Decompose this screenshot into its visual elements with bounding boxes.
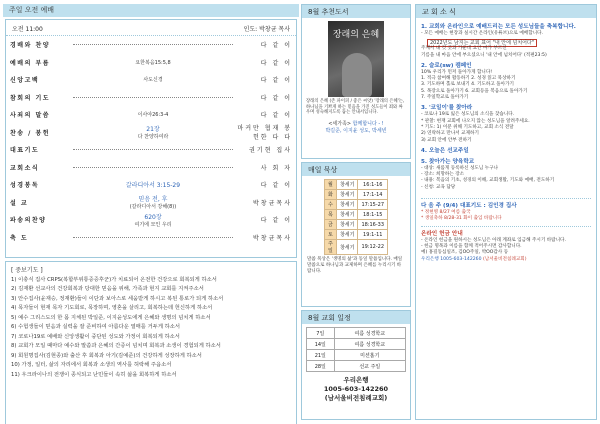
order-detail-main: 21장 bbox=[146, 126, 160, 134]
schedule-event: 여름 성경학교 bbox=[334, 339, 405, 350]
news-line: 기름을 내 마음 안에 부으셨으니 '내 안에 넘치어다' (적편23:5) bbox=[421, 52, 547, 58]
meditation-range: 18:1-15 bbox=[358, 210, 388, 220]
schedule-date: 14일 bbox=[307, 339, 335, 350]
order-row bbox=[6, 71, 296, 89]
prayer-item: 8) 교회가 모일 때마다 예수와 말씀과 은혜의 간증이 넘치며 회복과 소생이 경험되게 하소서 bbox=[11, 343, 221, 350]
book-header: 8월 추천도서 bbox=[302, 5, 410, 18]
offering-title: 온라인 헌금 안내 bbox=[421, 230, 463, 237]
divider bbox=[421, 198, 591, 199]
offering-bank-holder: (남서울비전침례교회) bbox=[483, 256, 527, 262]
news-header: 교 회 소 식 bbox=[416, 5, 596, 18]
schedule-table bbox=[306, 327, 406, 372]
book-info: 장래의 은혜 (존 파이퍼 / 좋은 씨앗) '장래의 은혜'는, 하나님을 기쁘게 하는 믿음을 가진 성도들이 죄와 싸우며 성숙해지도록 돕는 안내서입니다. bbox=[306, 99, 405, 116]
news-title: 5. 찾아가는 양육학교 bbox=[421, 158, 475, 165]
order-item: 사죄의 말씀 bbox=[10, 112, 51, 120]
family-tag bbox=[302, 120, 410, 127]
schedule-date: 21일 bbox=[307, 350, 335, 361]
order-detail-main: 요한복음15:5,8 bbox=[135, 59, 171, 66]
order-row bbox=[6, 124, 296, 142]
birthday-line-1: * 정현병 8/27 여름 출국 bbox=[421, 210, 471, 216]
schedule-row bbox=[307, 339, 406, 350]
church-news bbox=[415, 4, 597, 420]
order-item: 경배와 찬양 bbox=[10, 42, 51, 50]
order-who: 다 같 이 bbox=[260, 217, 292, 225]
order-who: 사 회 자 bbox=[260, 164, 292, 172]
news-line: 2) 연락하고 만나서 교제하기 bbox=[421, 131, 479, 137]
leader-dots bbox=[73, 44, 233, 45]
order-item: 설 교 bbox=[10, 199, 29, 207]
bank-name: 우리은행 bbox=[343, 376, 369, 384]
order-who: 다 같 이 bbox=[260, 42, 292, 50]
worship-order bbox=[5, 19, 297, 258]
motto-text: 2022년도 남지는 교회 표어 "내 안에 넘치어다" bbox=[427, 39, 537, 47]
order-detail bbox=[70, 76, 236, 83]
left-page bbox=[3, 4, 299, 420]
meditation-day: 월 bbox=[324, 180, 336, 190]
bank-info bbox=[302, 376, 410, 403]
order-row bbox=[6, 229, 296, 247]
news-line: - 모든 예배는 현장과 실시간 온라인(유튜브)으로 예배합니다. bbox=[421, 31, 543, 36]
order-detail-sub: 다 찬양하여라 bbox=[137, 134, 169, 141]
order-row bbox=[6, 211, 296, 229]
order-detail-sub: (갈라디아서 강해(8)) bbox=[129, 204, 177, 211]
news-line: 3) 교회 안에 안부 전하기 bbox=[421, 137, 472, 143]
order-item: 축 도 bbox=[10, 234, 29, 242]
author-photo bbox=[342, 53, 372, 97]
prayer-item: 3) 안수집사(윤재승, 정재환)들이 이단과 보아스로 세움받게 하시고 복된 통로가 되게 하소서 bbox=[11, 295, 224, 302]
news-title: 3. '코일이'를 찾아라 bbox=[421, 105, 473, 112]
meditation-day: 주일 bbox=[324, 240, 336, 255]
schedule-row bbox=[307, 328, 406, 339]
news-line: 10% 우리가 먼저 돌아가게 합니다! bbox=[421, 69, 493, 75]
news-line: - 장소: 희망하는 장소 bbox=[421, 172, 465, 178]
order-row bbox=[6, 194, 296, 212]
order-who: 다 같 이 bbox=[260, 182, 292, 190]
order-item: 찬송 / 봉헌 bbox=[10, 129, 51, 137]
order-detail bbox=[70, 212, 236, 228]
order-row bbox=[6, 106, 296, 124]
meditation-book: 창세기 bbox=[336, 190, 358, 200]
order-detail-main: 사도신경 bbox=[143, 77, 163, 84]
service-leader: 인도: 박창균 목사 bbox=[243, 26, 290, 33]
order-item: 대표기도 bbox=[10, 147, 40, 155]
order-detail bbox=[70, 180, 236, 189]
schedule-date: 28일 bbox=[307, 361, 335, 372]
right-page bbox=[301, 4, 597, 420]
order-who: 다 같 이 bbox=[260, 112, 292, 120]
schedule-date: 7일 bbox=[307, 328, 335, 339]
service-time: 오전 11:00 bbox=[12, 26, 43, 33]
meditation-range: 16:1-16 bbox=[358, 180, 388, 190]
news-body bbox=[416, 18, 596, 193]
order-item: 성경봉독 bbox=[10, 182, 40, 190]
meditation-book: 창세기 bbox=[336, 180, 358, 190]
meditation-book: 창세기 bbox=[336, 240, 358, 255]
schedule-event: 미션홈기 bbox=[334, 350, 405, 361]
schedule-event: 여름 성경학교 bbox=[334, 328, 405, 339]
news-line: - 코로나 19로 잃은 성도님의 소식을 찾습니다. bbox=[421, 112, 515, 118]
meditation-day: 목 bbox=[324, 210, 336, 220]
representative-prayer bbox=[421, 203, 591, 210]
meditation-day: 토 bbox=[324, 230, 336, 240]
schedule-event: 선교 주일 bbox=[334, 361, 405, 372]
prayer-item: 9) 회원명집사(김현종)와 출산 후 회복과 아기(김예준)의 건강하게 성장하게 하소서 bbox=[11, 352, 202, 359]
meditation-day: 화 bbox=[324, 190, 336, 200]
order-who: 다 같 이 bbox=[260, 77, 292, 85]
order-item: 교회소식 bbox=[10, 164, 40, 172]
offering-bank-account: 우리은행 1005-603-142260 bbox=[421, 256, 482, 262]
news-line: 7. 주일학교로 돌아가기 bbox=[421, 95, 469, 101]
meditation-row bbox=[324, 220, 387, 230]
bank-account: 1005-603-142260 bbox=[323, 385, 389, 393]
prayer-item: 10) 가정, 일터, 삶의 자리에서 회복과 소생의 역사를 허락해 주옵소서 bbox=[11, 362, 172, 369]
offering-example: 예) 홍길동십일조, 김OO주일, 박OO감사 등 bbox=[421, 250, 509, 256]
order-detail-sub: 여기에 모인 우리 bbox=[134, 221, 172, 228]
leader-dots bbox=[73, 97, 233, 98]
meditation-row bbox=[324, 190, 387, 200]
order-detail bbox=[70, 59, 236, 66]
meditation-book: 창세기 bbox=[336, 220, 358, 230]
order-detail-main: 이사야26:3-4 bbox=[137, 112, 169, 119]
representative-name: 김인경 집사 bbox=[487, 203, 517, 210]
prayer-title: [ 중보기도 ] bbox=[11, 267, 43, 274]
order-who: 권기현 집사 bbox=[249, 147, 292, 155]
book-cover-title: 장래의 은혜 bbox=[332, 30, 380, 40]
right-column-a bbox=[301, 4, 411, 420]
leader-dots bbox=[73, 167, 233, 168]
meditation-row bbox=[324, 180, 387, 190]
offering-line-1: - 온라인 헌금을 원하시는 성도님은 아래 계좌로 입금해 주시기 바랍니다. bbox=[421, 237, 566, 243]
service-meta bbox=[6, 20, 296, 36]
order-row bbox=[6, 89, 296, 107]
meditation-range: 19:12-22 bbox=[358, 240, 388, 255]
news-line: 5. 목장으로 돌아가기 6. 교회등을 복음으로 돌아가기 bbox=[421, 88, 528, 94]
news-line: * 관찰: 현재 교회에 나오지 않는 성도님을 알려주세요. bbox=[421, 118, 530, 124]
family-names: 박길준, 이지윤 성도, 박세빈 bbox=[325, 127, 387, 134]
meditation-range: 17:15-27 bbox=[358, 200, 388, 210]
schedule-header: 8월 교회 일정 bbox=[302, 311, 410, 324]
book-cover-image bbox=[328, 21, 384, 97]
meditation-book: 창세기 bbox=[336, 200, 358, 210]
prayer-notice bbox=[5, 261, 297, 424]
prayer-item: 5) 예수 그리스도의 한 몸 지체된 박일준, 이지윤성도에게 은혜와 생명의 넘치게 하소서 bbox=[11, 314, 211, 321]
meditation-header: 매일 묵상 bbox=[302, 163, 410, 176]
order-item: 파송의찬양 bbox=[10, 217, 47, 225]
order-item: 신앙고백 bbox=[10, 77, 40, 85]
family-tag-label: <세가족> bbox=[328, 120, 352, 127]
news-line: - 신청: 교육 담당 bbox=[421, 184, 456, 190]
news-title: 2. 슬로(sw) 캠페인 bbox=[421, 62, 472, 69]
prayer-item: 1) 이충식 집사 CRPS(복합부위통증증후군)가 치료되어 온전한 건강으로 회복되게 하소서 bbox=[11, 277, 217, 283]
order-detail bbox=[70, 111, 236, 118]
order-row bbox=[6, 54, 296, 72]
order-detail bbox=[70, 194, 236, 210]
order-row bbox=[6, 176, 296, 194]
leader-dots bbox=[73, 149, 233, 150]
birthday-line-2: * 생일축하 8/28-31 화이 출입 바랍니다 bbox=[421, 216, 502, 222]
meditation-range: 17:1-14 bbox=[358, 190, 388, 200]
offering-bank bbox=[421, 257, 591, 263]
news-title: 4. 오늘은 선교주일 bbox=[421, 147, 469, 154]
order-detail-main: 갈라디아서 3:15-29 bbox=[125, 182, 181, 190]
news-line: 3. 기도하며 홀로 보내기 4. 기도하고 돌아가기 bbox=[421, 82, 514, 88]
prayer-item: 7) 코로나19로 예배와 신앙생활이 중단된 성도와 가정이 회복되게 하소서 bbox=[11, 333, 180, 340]
schedule-row bbox=[307, 361, 406, 372]
meditation-row bbox=[324, 210, 387, 220]
divider bbox=[421, 226, 591, 227]
meditation-row bbox=[324, 200, 387, 210]
church-schedule bbox=[301, 310, 411, 420]
offering-line-2: - 헌금 명목과 이름을 함께 적어주시면 감사합니다. bbox=[421, 243, 522, 249]
order-row bbox=[6, 141, 296, 159]
schedule-row bbox=[307, 350, 406, 361]
service-header: 주일 오전 예배 bbox=[3, 4, 299, 17]
news-line: 1. 적극 참여해 활동하기 2. 성경 읽고 묵상하기 bbox=[421, 76, 516, 82]
family-tag-text: 함께합니다 - ! bbox=[352, 120, 384, 127]
prayer-item: 2) 김재환 선교사의 건강회복과 당대한 믿음을 위해, 가족과 현지 교회를 지켜주소서 bbox=[11, 286, 204, 293]
book-recommendation bbox=[301, 4, 411, 159]
prayer-item: 6) 수험생들이 믿음과 실력을 잘 준비하여 아름다운 열매를 거두게 하소서 bbox=[11, 324, 180, 331]
order-row bbox=[6, 36, 296, 54]
news-footer bbox=[416, 193, 596, 265]
news-line: * 기도: 1) 이분 위해 기도하고, 교회 소식 전달 bbox=[421, 124, 514, 130]
order-item: 예배의 부름 bbox=[10, 59, 51, 67]
news-line: - 내용: 복음의 기초, 성경의 이해, 교회생활, 기도와 예배, 전도하기 bbox=[421, 178, 555, 184]
order-row bbox=[6, 159, 296, 177]
order-who: 마커만 협재 봉헌한 다 다 bbox=[237, 125, 292, 142]
meditation-table bbox=[324, 179, 388, 255]
meditation-range: 18:16-33 bbox=[358, 220, 388, 230]
news-line: - 대상: 새롭게 등록하신 성도님 누구나 bbox=[421, 165, 499, 171]
meditation-book: 창세기 bbox=[336, 230, 358, 240]
meditation-note: 말씀 묵상은 '생명의 삶'과 동일 말씀입니다. 매일 말씀으로 하나님과 교제하며 은혜를 누리시기 바랍니다. bbox=[307, 257, 403, 274]
news-title: 1. 교회와 온라인으로 예배드리는 모든 성도님들을 축복합니다. bbox=[421, 24, 576, 30]
bank-holder: (남서울비전침례교회) bbox=[324, 394, 388, 402]
meditation-row bbox=[324, 240, 387, 255]
order-who: 박창균목사 bbox=[253, 199, 292, 207]
order-who: 다 같 이 bbox=[260, 94, 292, 102]
meditation-day: 금 bbox=[324, 220, 336, 230]
order-detail-main: 620장 bbox=[144, 213, 162, 221]
prayer-item: 4) 목자들이 현재 목자 기도회로, 목장하며, 영혼을 살리고, 회복하는데 헌신하게 하소서 bbox=[11, 305, 213, 312]
daily-meditation bbox=[301, 162, 411, 307]
order-rows bbox=[6, 36, 296, 246]
prayer-list bbox=[11, 277, 291, 379]
order-who: 다 같 이 bbox=[260, 59, 292, 67]
meditation-day: 수 bbox=[324, 200, 336, 210]
news-line: 주께서 내 것 곳과 가운데 요안 마가 부르신 bbox=[421, 46, 507, 52]
meditation-book: 창세기 bbox=[336, 210, 358, 220]
meditation-row bbox=[324, 230, 387, 240]
order-detail bbox=[70, 124, 236, 140]
order-who: 박창균목사 bbox=[253, 234, 292, 242]
meditation-range: 19:1-11 bbox=[358, 230, 388, 240]
representative-label: 다 음 주 (9/4) 대표기도 : bbox=[421, 203, 486, 210]
order-detail-main: 믿음 전, 후 bbox=[138, 196, 168, 204]
order-item: 참회의 기도 bbox=[10, 94, 51, 102]
prayer-item: 11) 우크라이나의 전쟁이 종식되고 난민들이 속히 삶을 회복하게 하소서 bbox=[11, 371, 177, 378]
leader-dots bbox=[73, 237, 233, 238]
